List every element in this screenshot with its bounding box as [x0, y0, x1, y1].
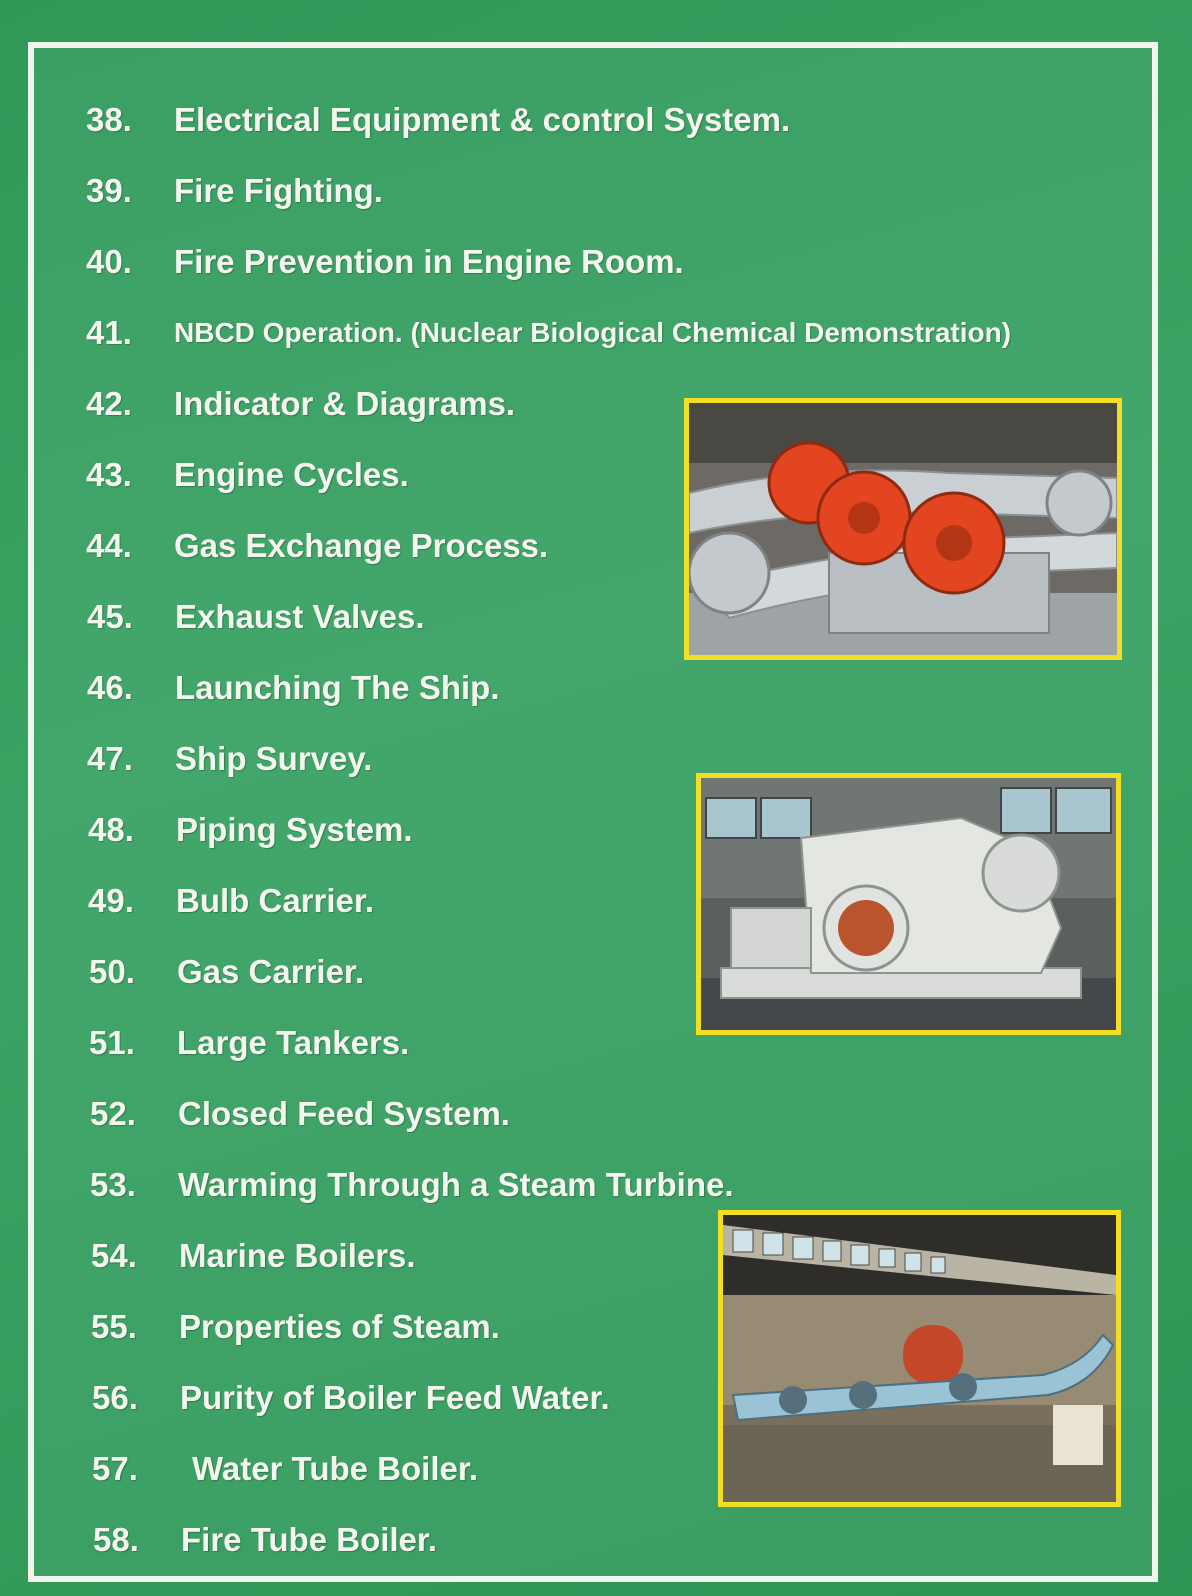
list-item — [88, 879, 374, 923]
item-number: 48. — [88, 811, 134, 848]
item-number: 51. — [89, 1024, 135, 1061]
item-label: Bulb Carrier. — [176, 882, 375, 919]
item-number: 54. — [91, 1237, 137, 1274]
list-item — [91, 1305, 500, 1349]
factory-photo — [718, 1210, 1121, 1507]
item-label: Launching The Ship. — [175, 669, 500, 706]
list-item — [90, 1092, 510, 1136]
item-label: Warming Through a Steam Turbine. — [178, 1166, 734, 1203]
list-item — [86, 311, 1011, 355]
item-label: Electrical Equipment & control System. — [174, 101, 791, 138]
item-number: 44. — [86, 527, 132, 564]
list-item — [93, 1518, 437, 1562]
item-label: NBCD Operation. (Nuclear Biological Chemical Demonstration) — [174, 317, 1012, 348]
item-label: Exhaust Valves. — [175, 598, 425, 635]
item-label: Water Tube Boiler. — [192, 1450, 479, 1487]
list-item — [86, 240, 684, 284]
item-number: 46. — [87, 669, 133, 706]
item-number: 41. — [86, 314, 132, 351]
item-label: Gas Exchange Process. — [174, 527, 549, 564]
factory-illustration — [723, 1215, 1116, 1502]
item-number: 38. — [86, 101, 132, 138]
page-frame — [28, 42, 1158, 1582]
list-item — [87, 595, 424, 639]
item-number: 58. — [93, 1521, 139, 1558]
list-item — [89, 950, 364, 994]
item-label: Fire Fighting. — [174, 172, 383, 209]
item-number: 40. — [86, 243, 132, 280]
item-label: Closed Feed System. — [178, 1095, 510, 1132]
item-number: 52. — [90, 1095, 136, 1132]
item-number: 45. — [87, 598, 133, 635]
item-label: Engine Cycles. — [174, 456, 409, 493]
item-label: Purity of Boiler Feed Water. — [180, 1379, 610, 1416]
list-item — [90, 1163, 734, 1207]
list-item — [92, 1447, 478, 1491]
item-label: Large Tankers. — [177, 1024, 410, 1061]
pump-illustration — [689, 403, 1117, 655]
item-label: Fire Tube Boiler. — [181, 1521, 438, 1558]
pump-photo — [684, 398, 1122, 660]
item-number: 43. — [86, 456, 132, 493]
item-number: 56. — [92, 1379, 138, 1416]
list-item — [86, 382, 515, 426]
item-label: Indicator & Diagrams. — [174, 385, 516, 422]
item-label: Piping System. — [176, 811, 413, 848]
item-label: Gas Carrier. — [177, 953, 365, 990]
list-item — [86, 98, 790, 142]
item-number: 53. — [90, 1166, 136, 1203]
item-number: 39. — [86, 172, 132, 209]
list-item — [89, 1021, 409, 1065]
list-item — [87, 666, 500, 710]
item-number: 55. — [91, 1308, 137, 1345]
item-number: 57. — [92, 1450, 138, 1487]
list-item — [88, 808, 413, 852]
list-item — [92, 1376, 610, 1420]
gearbox-photo — [696, 773, 1121, 1035]
item-number: 47. — [87, 740, 133, 777]
item-label: Fire Prevention in Engine Room. — [174, 243, 684, 280]
item-number: 49. — [88, 882, 134, 919]
item-number: 50. — [89, 953, 135, 990]
item-label: Properties of Steam. — [179, 1308, 500, 1345]
list-item — [86, 169, 383, 213]
list-item — [86, 453, 409, 497]
item-number: 42. — [86, 385, 132, 422]
list-item — [91, 1234, 416, 1278]
gearbox-illustration — [701, 778, 1116, 1030]
item-label: Ship Survey. — [175, 740, 373, 777]
list-item — [87, 737, 372, 781]
list-item — [86, 524, 548, 568]
item-label: Marine Boilers. — [179, 1237, 416, 1274]
